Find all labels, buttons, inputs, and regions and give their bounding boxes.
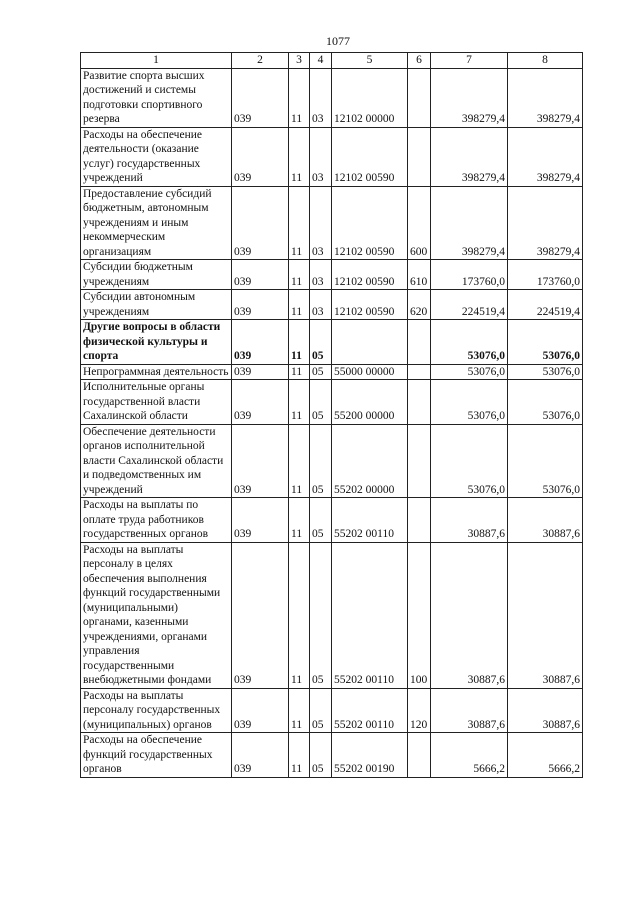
section-cell: 11 [289, 498, 310, 543]
ministry-code-cell: 039 [232, 127, 289, 186]
subsection-cell: 05 [310, 542, 332, 688]
table-row [81, 424, 583, 498]
column-header: 1 [81, 53, 232, 69]
target-article-cell: 55000 00000 [332, 364, 408, 380]
table-row [81, 290, 583, 320]
amount-col8-cell: 398279,4 [508, 68, 583, 127]
target-article-cell: 55202 00000 [332, 424, 408, 498]
section-cell: 11 [289, 320, 310, 365]
ministry-code-cell: 039 [232, 424, 289, 498]
subsection-cell: 05 [310, 320, 332, 365]
ministry-code-cell: 039 [232, 260, 289, 290]
amount-col8-cell: 53076,0 [508, 364, 583, 380]
column-header: 3 [289, 53, 310, 69]
target-article-cell: 55202 00190 [332, 733, 408, 778]
ministry-code-cell: 039 [232, 68, 289, 127]
row-name-cell: Развитие спорта высших достижений и системы подготовки спортивного резерва [81, 68, 232, 127]
subsection-cell: 03 [310, 68, 332, 127]
column-header: 7 [431, 53, 508, 69]
ministry-code-cell: 039 [232, 364, 289, 380]
ministry-code-cell: 039 [232, 688, 289, 733]
target-article-cell: 55202 00110 [332, 688, 408, 733]
expense-type-cell [408, 127, 431, 186]
target-article-cell: 12102 00590 [332, 127, 408, 186]
target-article-cell: 12102 00000 [332, 68, 408, 127]
header-row [81, 53, 583, 69]
expense-type-cell [408, 380, 431, 425]
section-cell: 11 [289, 127, 310, 186]
budget-table [80, 52, 583, 778]
amount-col7-cell: 224519,4 [431, 290, 508, 320]
expense-type-cell [408, 498, 431, 543]
amount-col7-cell: 30887,6 [431, 688, 508, 733]
ministry-code-cell: 039 [232, 320, 289, 365]
section-cell: 11 [289, 542, 310, 688]
row-name-cell: Расходы на обеспечение деятельности (оказание услуг) государственных учреждений [81, 127, 232, 186]
row-name-cell: Предоставление субсидий бюджетным, автономным учреждениям и иным некоммерческим организациям [81, 186, 232, 260]
table-row [81, 260, 583, 290]
expense-type-cell: 600 [408, 186, 431, 260]
table-row [81, 68, 583, 127]
section-cell: 11 [289, 68, 310, 127]
expense-type-cell: 620 [408, 290, 431, 320]
table-row [81, 186, 583, 260]
row-name-cell: Расходы на выплаты персоналу в целях обеспечения выполнения функций государственными (муниципальными) органами, казенными учреждениями, органами управления государственными внебюджетными фондами [81, 542, 232, 688]
table-row [81, 498, 583, 543]
amount-col8-cell: 30887,6 [508, 542, 583, 688]
expense-type-cell: 610 [408, 260, 431, 290]
target-article-cell: 55200 00000 [332, 380, 408, 425]
amount-col8-cell: 398279,4 [508, 186, 583, 260]
expense-type-cell: 100 [408, 542, 431, 688]
row-name-cell: Расходы на выплаты персоналу государственных (муниципальных) органов [81, 688, 232, 733]
column-header: 6 [408, 53, 431, 69]
row-name-cell: Расходы на выплаты по оплате труда работников государственных органов [81, 498, 232, 543]
subsection-cell: 03 [310, 290, 332, 320]
subsection-cell: 03 [310, 260, 332, 290]
ministry-code-cell: 039 [232, 380, 289, 425]
column-header: 5 [332, 53, 408, 69]
target-article-cell: 55202 00110 [332, 498, 408, 543]
expense-type-cell [408, 320, 431, 365]
amount-col7-cell: 53076,0 [431, 380, 508, 425]
expense-type-cell [408, 424, 431, 498]
expense-type-cell [408, 733, 431, 778]
row-name-cell: Субсидии бюджетным учреждениям [81, 260, 232, 290]
ministry-code-cell: 039 [232, 542, 289, 688]
amount-col7-cell: 398279,4 [431, 186, 508, 260]
amount-col8-cell: 53076,0 [508, 424, 583, 498]
table-row [81, 320, 583, 365]
subsection-cell: 03 [310, 186, 332, 260]
subsection-cell: 05 [310, 733, 332, 778]
section-cell: 11 [289, 733, 310, 778]
ministry-code-cell: 039 [232, 290, 289, 320]
ministry-code-cell: 039 [232, 186, 289, 260]
amount-col7-cell: 53076,0 [431, 320, 508, 365]
column-header: 4 [310, 53, 332, 69]
subsection-cell: 03 [310, 127, 332, 186]
amount-col8-cell: 398279,4 [508, 127, 583, 186]
target-article-cell: 55202 00110 [332, 542, 408, 688]
subsection-cell: 05 [310, 364, 332, 380]
amount-col8-cell: 30887,6 [508, 498, 583, 543]
amount-col7-cell: 30887,6 [431, 542, 508, 688]
amount-col7-cell: 173760,0 [431, 260, 508, 290]
amount-col8-cell: 53076,0 [508, 320, 583, 365]
subsection-cell: 05 [310, 688, 332, 733]
amount-col7-cell: 30887,6 [431, 498, 508, 543]
amount-col7-cell: 398279,4 [431, 68, 508, 127]
amount-col7-cell: 53076,0 [431, 424, 508, 498]
target-article-cell [332, 320, 408, 365]
subsection-cell: 05 [310, 380, 332, 425]
section-cell: 11 [289, 424, 310, 498]
section-cell: 11 [289, 260, 310, 290]
column-header: 2 [232, 53, 289, 69]
amount-col7-cell: 398279,4 [431, 127, 508, 186]
section-cell: 11 [289, 290, 310, 320]
row-name-cell: Обеспечение деятельности органов исполнительной власти Сахалинской области и подведомственных им учреждений [81, 424, 232, 498]
table-row [81, 733, 583, 778]
ministry-code-cell: 039 [232, 498, 289, 543]
amount-col7-cell: 53076,0 [431, 364, 508, 380]
subsection-cell: 05 [310, 498, 332, 543]
expense-type-cell [408, 68, 431, 127]
section-cell: 11 [289, 380, 310, 425]
section-cell: 11 [289, 688, 310, 733]
column-header: 8 [508, 53, 583, 69]
expense-type-cell [408, 364, 431, 380]
amount-col8-cell: 224519,4 [508, 290, 583, 320]
page-number: 1077 [326, 34, 350, 48]
row-name-cell: Непрограммная деятельность [81, 364, 232, 380]
table-row [81, 364, 583, 380]
amount-col7-cell: 5666,2 [431, 733, 508, 778]
amount-col8-cell: 173760,0 [508, 260, 583, 290]
section-cell: 11 [289, 186, 310, 260]
subsection-cell: 05 [310, 424, 332, 498]
expense-type-cell: 120 [408, 688, 431, 733]
amount-col8-cell: 5666,2 [508, 733, 583, 778]
section-cell: 11 [289, 364, 310, 380]
row-name-cell: Расходы на обеспечение функций государственных органов [81, 733, 232, 778]
row-name-cell: Другие вопросы в области физической культуры и спорта [81, 320, 232, 365]
target-article-cell: 12102 00590 [332, 290, 408, 320]
amount-col8-cell: 53076,0 [508, 380, 583, 425]
table-row [81, 380, 583, 425]
row-name-cell: Субсидии автономным учреждениям [81, 290, 232, 320]
row-name-cell: Исполнительные органы государственной власти Сахалинской области [81, 380, 232, 425]
amount-col8-cell: 30887,6 [508, 688, 583, 733]
ministry-code-cell: 039 [232, 733, 289, 778]
table-row [81, 127, 583, 186]
target-article-cell: 12102 00590 [332, 186, 408, 260]
table-row [81, 688, 583, 733]
table-row [81, 542, 583, 688]
target-article-cell: 12102 00590 [332, 260, 408, 290]
